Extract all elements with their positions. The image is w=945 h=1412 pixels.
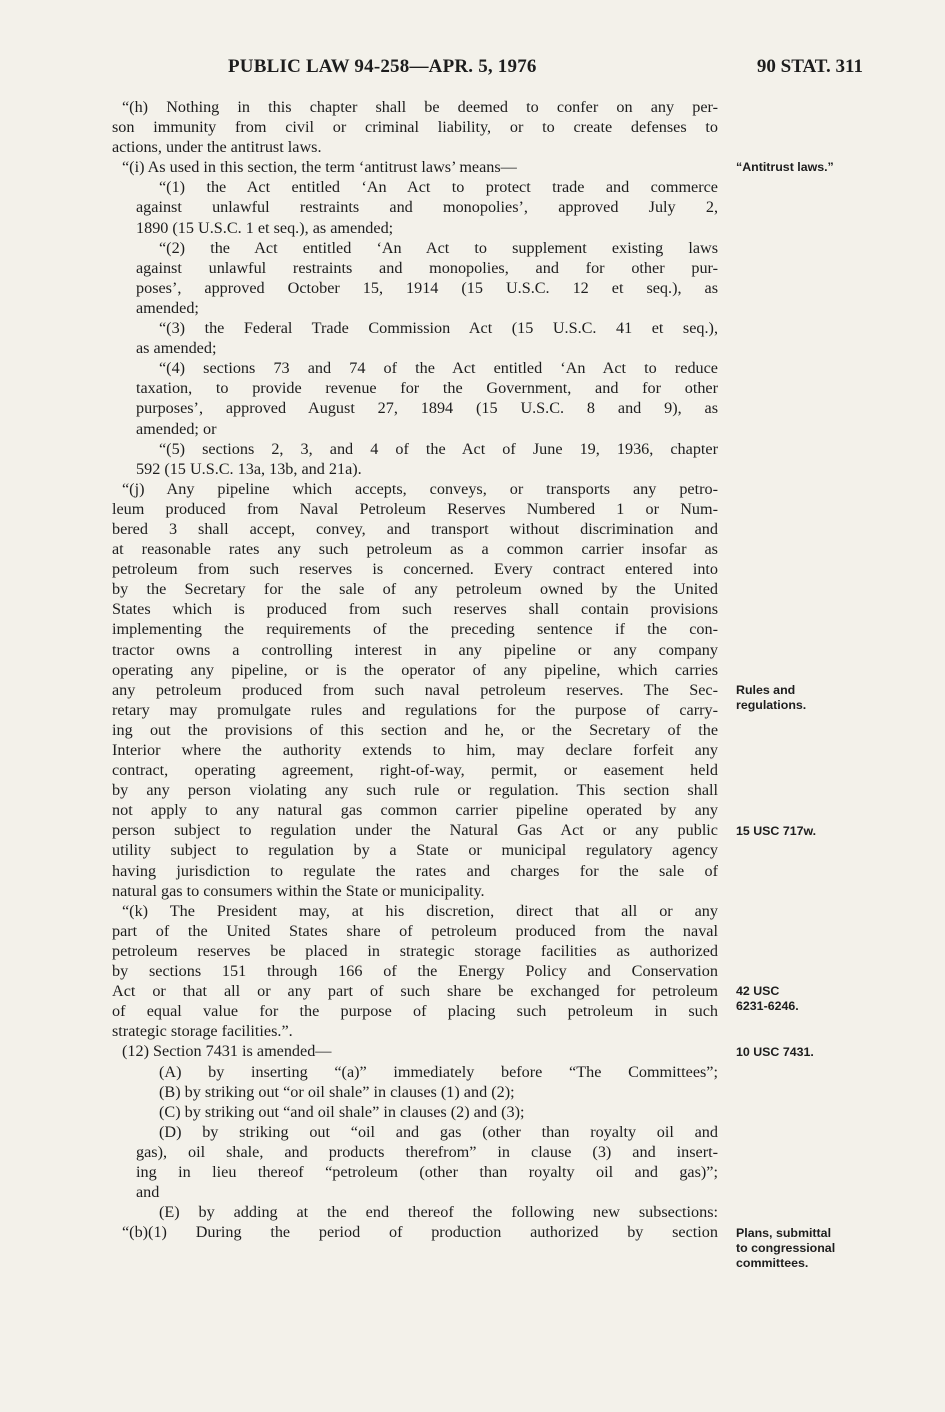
- text-line: implementing the requirements of the preceding sentence if the con-: [112, 620, 718, 639]
- text-line: at reasonable rates any such petroleum as a common carrier insofar as: [112, 540, 718, 559]
- margin-note: [736, 824, 816, 839]
- text-line: part of the United States share of petroleum produced from the naval: [112, 921, 718, 940]
- text-line: Act or that all or any part of such share be exchanged for petroleum: [112, 982, 718, 1001]
- text-line: purposes’, approved August 27, 1894 (15 U.S.C. 8 and 9), as: [136, 399, 718, 418]
- text-line: natural gas to consumers within the State or municipality.: [112, 881, 485, 900]
- text-line: “(1) the Act entitled ‘An Act to protect trade and commerce: [159, 178, 718, 197]
- text-line: “(i) As used in this section, the term ‘antitrust laws’ means—: [122, 158, 517, 177]
- text-line: bered 3 shall accept, convey, and transport without discrimination and: [112, 519, 718, 538]
- text-line: “(j) Any pipeline which accepts, conveys, or transports any petro-: [122, 479, 718, 498]
- text-line: ing in lieu thereof “petroleum (other than royalty oil and gas)”;: [136, 1162, 718, 1181]
- text-line: “(h) Nothing in this chapter shall be deemed to confer on any per-: [122, 98, 718, 116]
- text-line: “(3) the Federal Trade Commission Act (15 U.S.C. 41 et seq.),: [159, 319, 718, 338]
- text-line: taxation, to provide revenue for the Government, and for other: [136, 379, 718, 398]
- text-line: against unlawful restraints and monopolies, and for other pur-: [136, 258, 718, 277]
- text-line: “(5) sections 2, 3, and 4 of the Act of June 19, 1936, chapter: [159, 439, 718, 458]
- page-header: [0, 56, 945, 82]
- text-line: (E) by adding at the end thereof the following new subsections:: [159, 1203, 718, 1222]
- text-line: son immunity from civil or criminal liability, or to create defenses to: [112, 118, 718, 137]
- text-line: as amended;: [136, 339, 217, 358]
- text-line: by the Secretary for the sale of any petroleum owned by the United: [112, 580, 718, 599]
- margin-note: [736, 1045, 814, 1060]
- text-line: gas), oil shale, and products therefrom” in clause (3) and insert-: [136, 1142, 718, 1161]
- text-line: by sections 151 through 166 of the Energy Policy and Conservation: [112, 962, 718, 981]
- text-line: retary may promulgate rules and regulations for the purpose of carry-: [112, 700, 718, 719]
- text-line: by any person violating any such rule or regulation. This section shall: [112, 781, 718, 800]
- text-line: person subject to regulation under the Natural Gas Act or any public: [112, 821, 718, 840]
- text-line: contract, operating agreement, right-of-way, permit, or easement held: [112, 761, 718, 780]
- text-line: leum produced from Naval Petroleum Reserves Numbered 1 or Num-: [112, 499, 718, 518]
- margin-note: [736, 1226, 835, 1271]
- text-line: 1890 (15 U.S.C. 1 et seq.), as amended;: [136, 218, 394, 237]
- margin-note-line: “Antitrust laws.”: [736, 160, 834, 175]
- text-line: amended; or: [136, 419, 217, 438]
- margin-note-line: 10 USC 7431.: [736, 1044, 814, 1059]
- text-line: (12) Section 7431 is amended—: [122, 1042, 332, 1061]
- statute-text: [112, 97, 718, 1242]
- text-line: Interior where the authority extends to him, may declare forfeit any: [112, 741, 718, 759]
- text-line: “(k) The President may, at his discretion, direct that all or any: [122, 901, 718, 920]
- margin-note-line: 15 USC 717w.: [736, 823, 817, 838]
- text-line: strategic storage facilities.”.: [112, 1022, 293, 1041]
- text-line: having jurisdiction to regulate the rates and charges for the sale of: [112, 861, 718, 880]
- text-line: of equal value for the purpose of placing such petroleum in such: [112, 1002, 718, 1021]
- text-line: utility subject to regulation by a State or municipal regulatory agency: [112, 841, 718, 860]
- text-line: “(b)(1) During the period of production authorized by section: [122, 1223, 718, 1242]
- margin-note-line: to congressional: [736, 1240, 836, 1255]
- text-line: (D) by striking out “oil and gas (other than royalty oil and: [159, 1122, 718, 1141]
- text-line: against unlawful restraints and monopolies’, approved July 2,: [136, 198, 718, 217]
- text-line: States which is produced from such reserves shall contain provisions: [112, 600, 718, 619]
- text-line: “(2) the Act entitled ‘An Act to supplement existing laws: [159, 238, 718, 257]
- header-title: PUBLIC LAW 94-258—APR. 5, 1976: [228, 56, 537, 77]
- text-line: petroleum reserves be placed in strategic storage facilities as authorized: [112, 941, 718, 960]
- text-line: amended;: [136, 298, 199, 317]
- margin-note-line: 6231-6246.: [736, 999, 799, 1014]
- margin-note-line: Rules and: [736, 682, 796, 697]
- text-line: not apply to any natural gas common carrier pipeline operated by any: [112, 801, 718, 820]
- text-line: operating any pipeline, or is the operator of any pipeline, which carries: [112, 660, 718, 679]
- margin-note-line: 42 USC: [736, 984, 780, 999]
- text-line: 592 (15 U.S.C. 13a, 13b, and 21a).: [136, 459, 362, 478]
- text-line: poses’, approved October 15, 1914 (15 U.S.C. 12 et seq.), as: [136, 278, 718, 297]
- margin-note: [736, 683, 806, 713]
- text-line: (C) by striking out “and oil shale” in clauses (2) and (3);: [159, 1102, 525, 1121]
- header-stat-page: 90 STAT. 311: [756, 56, 863, 77]
- text-line: “(4) sections 73 and 74 of the Act entitled ‘An Act to reduce: [159, 359, 718, 378]
- text-line: tractor owns a controlling interest in any pipeline or any company: [112, 640, 718, 659]
- text-line: petroleum from such reserves is concerned. Every contract entered into: [112, 560, 718, 579]
- margin-note: [736, 160, 834, 175]
- margin-note-line: committees.: [736, 1255, 809, 1270]
- text-line: and: [136, 1183, 160, 1202]
- text-line: (B) by striking out “or oil shale” in clauses (1) and (2);: [159, 1082, 515, 1101]
- margin-note-line: Plans, submittal: [736, 1225, 832, 1240]
- text-line: any petroleum produced from such naval petroleum reserves. The Sec-: [112, 680, 718, 699]
- text-line: (A) by inserting “(a)” immediately before “The Committees”;: [159, 1062, 718, 1081]
- margin-note-line: regulations.: [736, 697, 807, 712]
- text-line: actions, under the antitrust laws.: [112, 138, 322, 157]
- text-line: ing out the provisions of this section and he, or the Secretary of the: [112, 720, 718, 739]
- margin-note: [736, 984, 799, 1014]
